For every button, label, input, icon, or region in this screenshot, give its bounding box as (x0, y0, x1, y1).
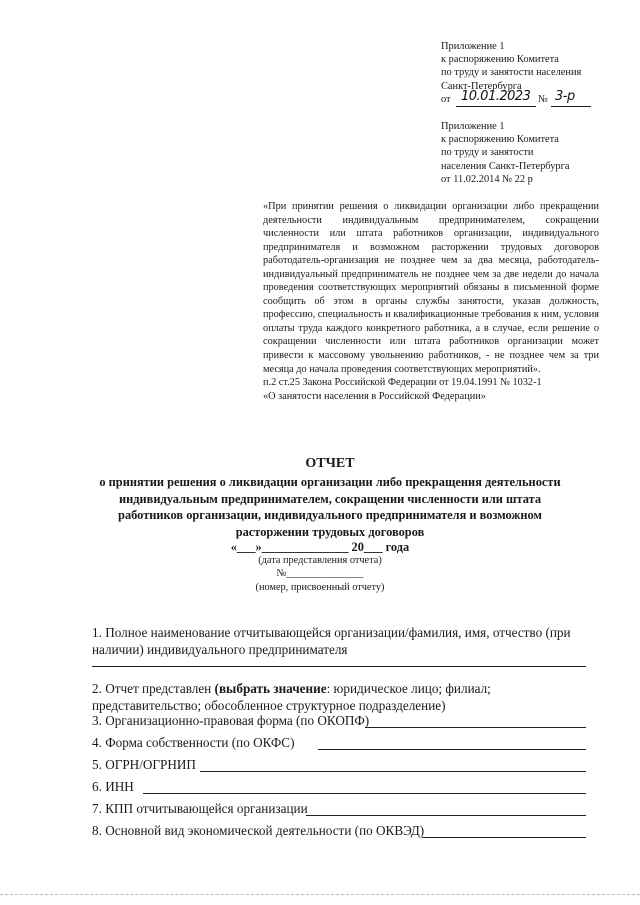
appendix-current (441, 40, 581, 109)
number-label: № (538, 93, 548, 105)
report-subtitle-line2: индивидуальным предпринимателем, сокращении численности или штата (118, 491, 542, 506)
appendix-current-line2: к распоряжению Комитета (441, 54, 559, 66)
field-7-label: 7. КПП отчитывающейся организации (92, 801, 308, 816)
field-4-label: 4. Форма собственности (по ОКФС) (92, 735, 295, 750)
page-edge-divider (0, 894, 640, 895)
appendix-prior-line5: от 11.02.2014 № 22 р (441, 173, 533, 185)
report-subtitle-line1: о принятии решения о ликвидации организации либо прекращения деятельности (99, 475, 561, 489)
appendix-current-line1: Приложение 1 (441, 41, 505, 52)
from-label: от (441, 93, 451, 105)
report-number-caption: (номер, присвоенный отчету) (255, 582, 385, 593)
appendix-current-date-row (441, 88, 581, 109)
field-2-bold: (выбрать значение (214, 681, 327, 696)
legal-quote (263, 200, 599, 403)
field-2-label: 2. Отчет представлен (выбрать значение: юридическое лицо; филиал; представительство; обособленное структурное подразделение) (92, 681, 491, 713)
report-date-caption: (дата представления отчета) (258, 555, 382, 566)
field-1-label: 1. Полное наименование отчитывающейся организации/фамилия, имя, отчество (при наличии) индивидуального предпринимателя (92, 625, 571, 657)
field-6-input-line[interactable] (143, 793, 586, 794)
handwritten-date: 10.01.2023 (461, 88, 531, 104)
legal-source-line2: «О занятости населения в Российской Федерации» (263, 390, 486, 402)
appendix-prior-line3: по труду и занятости (441, 147, 534, 159)
report-date-line: «___»______________ 20___ года (230, 540, 410, 554)
field-7-input-line[interactable] (306, 815, 586, 816)
field-1-input-line[interactable] (92, 666, 586, 667)
handwritten-number: 3-р (555, 88, 575, 104)
appendix-prior (441, 120, 569, 186)
field-8-label: 8. Основной вид экономической деятельности (по ОКВЭД) (92, 823, 425, 838)
field-5-label: 5. ОГРН/ОГРНИП (92, 757, 196, 772)
appendix-prior-line1: Приложение 1 (441, 121, 505, 132)
appendix-prior-line2: к распоряжению Комитета (441, 134, 559, 146)
report-title: ОТЧЕТ (305, 456, 355, 471)
appendix-prior-line4: населения Санкт-Петербурга (441, 160, 570, 172)
appendix-current-line3: по труду и занятости населения (441, 67, 582, 79)
report-subtitle-line4: расторжении трудовых договоров (235, 524, 425, 539)
report-subtitle-line3: работников организации, индивидуального предпринимателя и возможном (118, 508, 542, 522)
field-3-label: 3. Организационно-правовая форма (по ОКОПФ) (92, 713, 370, 728)
report-number-line: №_______________ (276, 568, 364, 579)
field-8-input-line[interactable] (422, 837, 586, 838)
legal-source-line1: п.2 ст.25 Закона Российской Федерации от 19.04.1991 № 1032-1 (263, 377, 542, 389)
field-5-input-line[interactable] (200, 771, 586, 772)
report-subtitle (60, 474, 600, 540)
field-4-input-line[interactable] (318, 749, 586, 750)
appendix-current-line4: Санкт-Петербурга (441, 80, 522, 92)
field-6-label: 6. ИНН (92, 779, 134, 794)
field-3-input-line[interactable] (365, 727, 586, 728)
legal-quote-text: «При принятии решения о ликвидации организации либо прекращении деятельности индивидуальным предпринимателем, сокращении численности или штата работников организации, индивидуального предпринимателя и возможном расторжении трудовых договоров работодатель-организация не позднее чем за два месяца, работодатель- индивидуальный предприниматель не позднее чем за две недели до начала проведения соответствующих мероприятий обязаны в письменной форме сообщить об этом в органы службы занятости, указав должность, профессию, специальность и квалификационные требования к ним, условия оплаты труда каждого конкретного работника, а в случае, если решение о сокращении численности или штата работников организации может привести к массовому увольнению работников, - не позднее чем за три месяца до начала проведения соответствующих мероприятий». (263, 201, 599, 375)
